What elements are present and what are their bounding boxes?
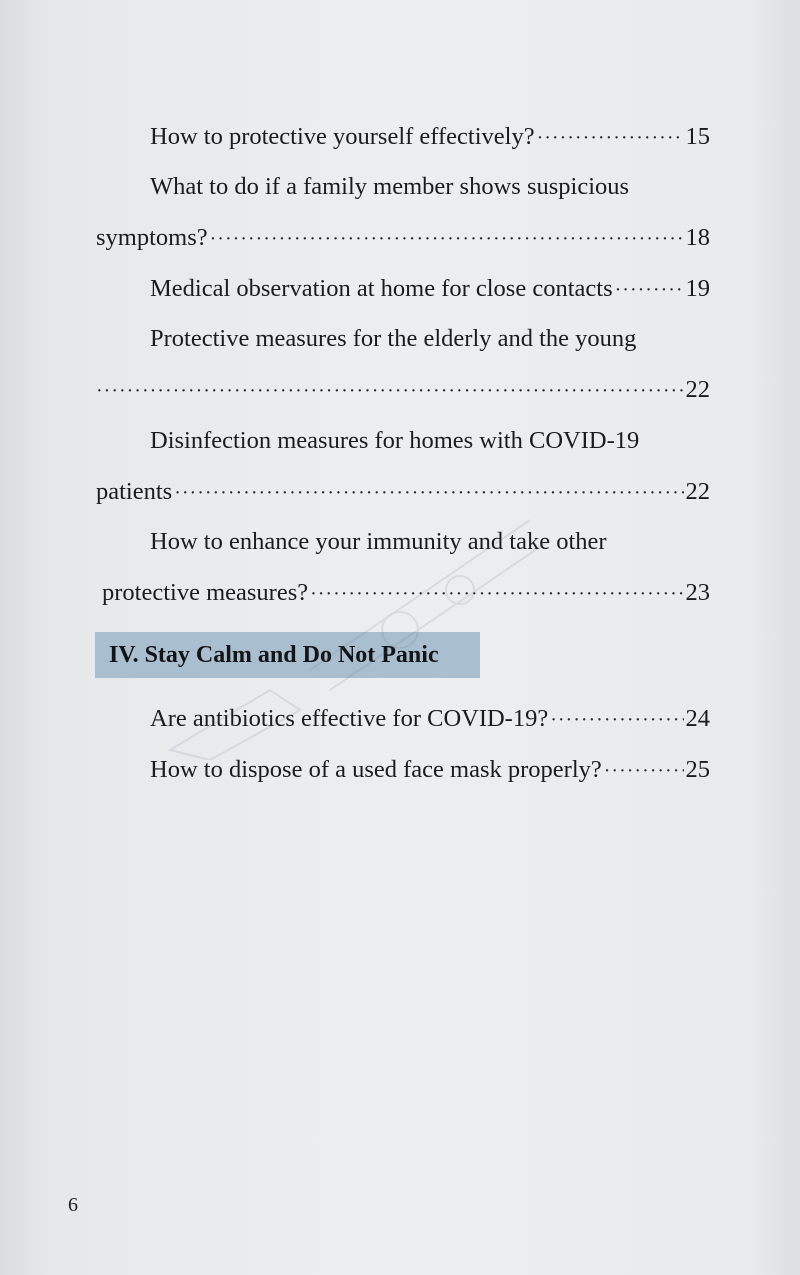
dot-leader — [310, 579, 683, 609]
toc-entry[interactable] — [150, 704, 710, 734]
toc-entry-title-line1[interactable]: What to do if a family member shows suspicious — [150, 173, 630, 200]
toc-entry-page: 22 — [685, 376, 710, 403]
section-heading: IV. Stay Calm and Do Not Panic — [109, 641, 439, 668]
dot-leader — [96, 376, 684, 406]
toc-entry[interactable] — [96, 375, 710, 405]
toc-entry-title: How to dispose of a used face mask properly? — [150, 756, 602, 783]
toc-entry-page: 22 — [685, 478, 710, 505]
section-heading-box[interactable] — [95, 632, 480, 678]
toc-entry-page: 15 — [685, 123, 710, 150]
dot-leader — [174, 478, 683, 508]
toc-entry-title-line1[interactable]: Disinfection measures for homes with COVID-19 — [150, 427, 640, 454]
toc-entry-title: patients — [96, 478, 173, 505]
dot-leader — [210, 224, 684, 254]
toc-entry[interactable] — [150, 274, 710, 304]
toc-entry[interactable] — [96, 223, 710, 253]
toc-entry-title: symptoms? — [96, 224, 208, 251]
toc-entry-page: 19 — [685, 275, 710, 302]
page-number: 6 — [68, 1194, 78, 1216]
toc-entry-title: How to protective yourself effectively? — [150, 123, 535, 150]
toc-entry-title-line1[interactable]: How to enhance your immunity and take other — [150, 528, 607, 555]
toc-entry-title-line1[interactable]: Protective measures for the elderly and the young — [150, 325, 637, 352]
toc-entry[interactable] — [102, 578, 710, 608]
toc-entry-title: Medical observation at home for close contacts — [150, 275, 613, 302]
toc-entry-page: 24 — [685, 705, 710, 732]
toc-entry-title: protective measures? — [102, 579, 309, 606]
toc-entry-page: 25 — [685, 756, 710, 783]
dot-leader — [537, 123, 684, 153]
toc-entry[interactable] — [150, 122, 710, 152]
toc-entry[interactable] — [96, 477, 710, 507]
toc-entry-page: 18 — [685, 224, 710, 251]
toc-entry[interactable] — [150, 755, 710, 785]
dot-leader — [615, 275, 684, 305]
dot-leader — [550, 705, 683, 735]
dot-leader — [604, 756, 684, 786]
toc-entry-title: Are antibiotics effective for COVID-19? — [150, 705, 549, 732]
toc-entry-page: 23 — [685, 579, 710, 606]
